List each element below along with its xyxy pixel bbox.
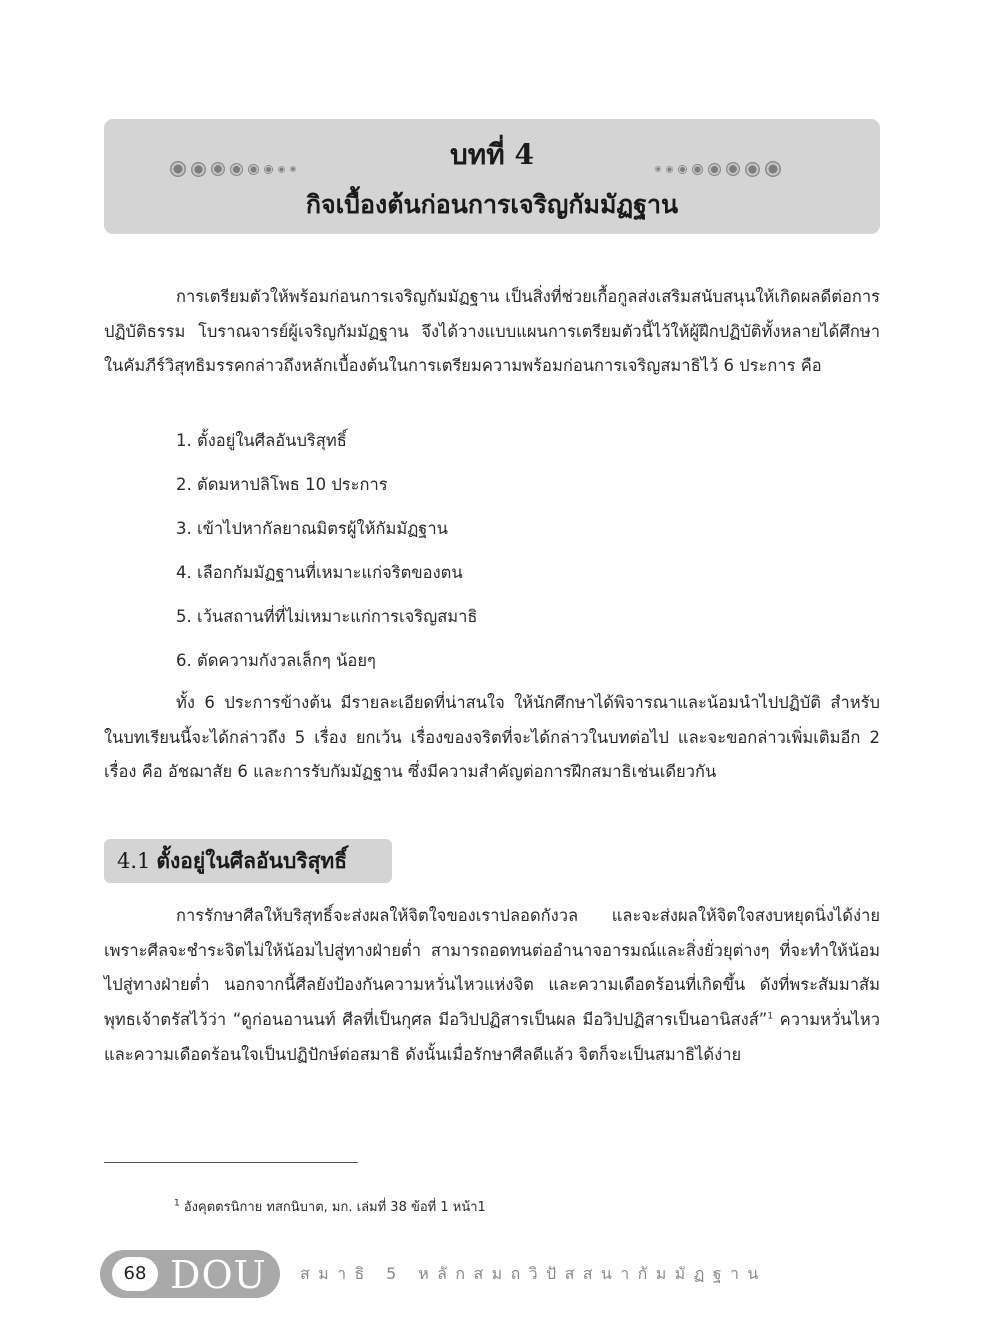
list-item: 5. เว้นสถานที่ที่ไม่เหมาะแก่การเจริญสมาธิ	[176, 607, 478, 626]
decorative-dot	[692, 164, 703, 175]
decorative-dot	[765, 161, 781, 177]
decorative-dot	[745, 162, 760, 177]
section-paragraph	[104, 899, 880, 1073]
decorative-dot	[708, 163, 721, 176]
footnote	[174, 1196, 486, 1217]
section-number: 4.1	[117, 849, 151, 873]
list-item: 1. ตั้งอยู่ในศีลอันบริสุทธิ์	[176, 431, 347, 450]
running-title: สมาธิ 5 หลักสมถวิปัสสนากัมมัฏฐาน	[300, 1264, 767, 1283]
chapter-number: บทที่ 4	[450, 138, 534, 171]
footnote-divider	[104, 1162, 358, 1163]
dou-logo: DOU	[170, 1253, 267, 1297]
section-paragraph-text: การรักษาศีลให้บริสุทธิ์จะส่งผลให้จิตใจของเราปลอดกังวล และจะส่งผลให้จิตใจสงบหยุดนิ่งได้ง่าย เพราะศีลจะชำระจิตไม่ให้น้อมไปสู่ทางฝ่ายต่ำ สามารถอดทนต่ออำนาจอารมณ์และสิ่งยั่วยุต่างๆ ที่จะทำให้น้อมไปสู่ทางฝ่ายต่ำ นอกจากนี้ศีลยังป้องกันความหวั่นไหวแห่งจิต และความเดือดร้อนที่เกิดขึ้น ดังที่พระสัมมาสัมพุทธเจ้าตรัสไว้ว่า “ดูก่อนอานนท์ ศีลที่เป็นกุศล มีอวิปปฏิสารเป็นผล มีอวิปปฏิสารเป็นอานิสงส์”	[104, 906, 880, 1030]
footer-badge	[100, 1250, 280, 1298]
decorative-dots-right	[655, 161, 781, 177]
list-item: 3. เข้าไปหากัลยาณมิตรผู้ให้กัมมัฏฐาน	[176, 519, 448, 538]
section-title: ตั้งอยู่ในศีลอันบริสุทธิ์	[156, 849, 348, 873]
footnote-mark: 1	[174, 1198, 180, 1209]
chapter-title: กิจเบื้องต้นก่อนการเจริญกัมมัฏฐาน	[305, 190, 679, 219]
list-item: 2. ตัดมหาปลิโพธ 10 ประการ	[176, 475, 388, 494]
footnote-reference[interactable]: 1	[767, 1011, 774, 1022]
chapter-header	[104, 119, 880, 234]
decorative-dot	[666, 166, 673, 173]
section-heading	[104, 839, 392, 883]
footnote-text: อังคุตตรนิกาย ทสกนิบาต, มก. เล่มที่ 38 ข้อที่ 1 หน้า1	[183, 1200, 486, 1215]
decorative-dot	[726, 162, 740, 176]
decorative-dot	[655, 166, 661, 172]
closing-paragraph: ทั้ง 6 ประการข้างต้น มีรายละเอียดที่น่าสนใจ ให้นักศึกษาได้พิจารณาและน้อมนำไปปฏิบัติ สำหรับ ในบทเรียนนี้จะได้กล่าวถึง 5 เรื่อง ยกเว้น เรื่องของจริตที่จะได้กล่าวในบทต่อไป และจะขอกล่าวเพิ่มเติมอีก 2 เรื่อง คือ อัชฌาสัย 6 และการรับกัมมัฏฐาน ซึ่งมีความสำคัญต่อการฝึกสมาธิเช่นเดียวกัน	[104, 693, 880, 782]
section-paragraph-continued: ความหวั่นไหว และความเดือดร้อนใจเป็นปฏิปักษ์ต่อสมาธิ ดังนั้นเมื่อรักษาศีลดีแล้ว จิตก็จะเป็นสมาธิได้ง่าย	[104, 1010, 880, 1064]
list-item: 4. เลือกกัมมัฏฐานที่เหมาะแก่จริตของตน	[176, 563, 463, 582]
intro-paragraph: การเตรียมตัวให้พร้อมก่อนการเจริญกัมมัฏฐาน เป็นสิ่งที่ช่วยเกื้อกูลส่งเสริมสนับสนุนให้เกิดผลดีต่อการปฏิบัติธรรม โบราณจารย์ผู้เจริญกัมมัฏฐาน จึงได้วางแบบแผนการเตรียมตัวนี้ไว้ให้ผู้ฝึกปฏิบัติทั้งหลายได้ศึกษา ในคัมภีร์วิสุทธิมรรคกล่าวถึงหลักเบื้องต้นในการเตรียมความพร้อมก่อนการเจริญสมาธิไว้ 6 ประการ คือ	[104, 287, 880, 376]
page-number: 68	[112, 1257, 158, 1291]
list-item: 6. ตัดความกังวลเล็กๆ น้อยๆ	[176, 651, 376, 670]
decorative-dot	[678, 165, 687, 174]
